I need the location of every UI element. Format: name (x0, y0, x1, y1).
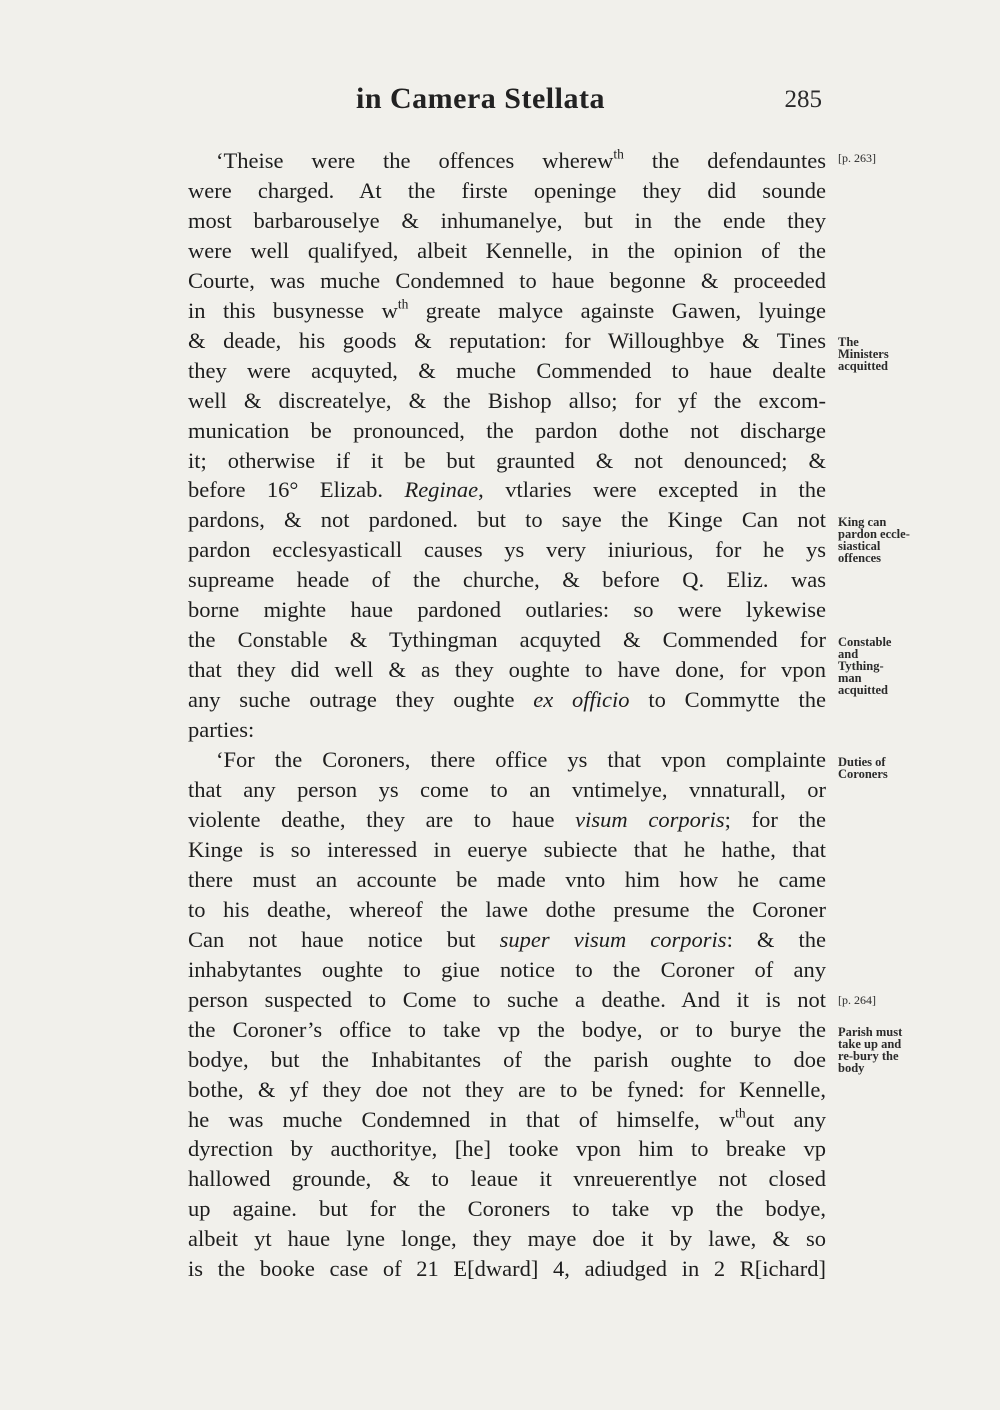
text-line: up againe. but for the Coroners to take vp the bodye, (188, 1196, 826, 1222)
text-line: ‘Theise were the offences wherew$^{th}$ the defendauntes (216, 146, 826, 173)
text-line: the Coroner’s office to take vp the bodye, or to burye the (188, 1016, 826, 1042)
text-line: supreame heade of the churche, & before Q. Eliz. was (188, 567, 826, 593)
text-line: albeit yt haue lyne longe, they maye doe it by lawe, & so (188, 1226, 826, 1252)
running-title: in Camera Stellata (356, 82, 605, 115)
text-line: borne mighte haue pardoned outlaries: so were lykewise (188, 597, 826, 623)
text-line: most barbarouselye & inhumanelye, but in the ende they (188, 207, 826, 233)
text-line: to his deathe, whereof the lawe dothe presume the Coroner (188, 896, 826, 922)
margin-page-ref-263: [p. 263] (838, 151, 876, 165)
text-line: hallowed grounde, & to leaue it vnreuerentlye not closed (188, 1166, 826, 1192)
text-line: pardon ecclesyasticall causes ys very iniurious, for he ys (188, 537, 826, 563)
text-line: ‘For the Coroners, there office ys that vpon complainte (216, 747, 826, 773)
margin-note-parish: Parish must take up and re-bury the body (838, 1025, 903, 1075)
text-line: person suspected to Come to suche a deathe. And it is not (188, 986, 826, 1012)
text-line: Courte, was muche Condemned to haue begonne & proceeded (188, 267, 826, 293)
text-line: they were acquyted, & muche Commended to haue dealte (188, 357, 826, 383)
text-line: that any person ys come to an vntimelye, vnnaturall, or (188, 777, 826, 803)
text-line: any suche outrage they oughte ex officio to Commytte the (188, 687, 826, 713)
text-line: it; otherwise if it be but graunted & not denounced; & (188, 447, 826, 473)
text-line: & deade, his goods & reputation: for Willoughbye & Tines (188, 327, 826, 353)
text-line: the Constable & Tythingman acquyted & Commended for (188, 627, 826, 653)
text-line: violente deathe, they are to haue visum corporis; for the (188, 806, 826, 832)
text-line: dyrection by aucthoritye, [he] tooke vpon him to breake vp (188, 1136, 826, 1162)
margin-page-ref-264: [p. 264] (838, 993, 876, 1007)
text-line: Can not haue notice but super visum corporis: & the (188, 926, 826, 952)
text-line: he was muche Condemned in that of himselfe, $w^{th}out$ any (188, 1105, 826, 1132)
body-text (188, 146, 826, 1284)
text-line: were well qualifyed, albeit Kennelle, in the opinion of the (188, 237, 826, 263)
text-line: bothe, & yf they doe not they are to be fyned: for Kennelle, (188, 1076, 826, 1102)
text-line: bodye, but the Inhabitantes of the parish oughte to doe (188, 1046, 826, 1072)
text-line: munication be pronounced, the pardon dothe not discharge (188, 417, 826, 443)
margin-note-king: King can pardon eccle- siastical offences (838, 515, 910, 565)
text-line: inhabytantes oughte to giue notice to the Coroner of any (188, 956, 826, 982)
text-line: that they did well & as they oughte to have done, for vpon (188, 657, 826, 683)
text-line: pardons, & not pardoned. but to saye the Kinge Can not (188, 507, 826, 533)
margin-note-ministers: The Ministers acquitted (838, 335, 889, 373)
page-number: 285 (784, 86, 822, 113)
text-line: well & discreatelye, & the Bishop allso; for yf the excom- (188, 387, 826, 413)
text-line: parties: (188, 717, 255, 743)
text-line: in this busynesse $w^{th}$ greate malyce againste Gawen, lyuinge (188, 296, 827, 323)
margin-note-constable: Constable and Tything- man acquitted (838, 635, 892, 697)
text-line: is the booke case of 21 E[dward] 4, adiudged in 2 R[ichard] (188, 1256, 826, 1282)
margin-note-coroners: Duties of Coroners (838, 755, 888, 781)
text-line: before 16° Elizab. Reginae, vtlaries were excepted in the (188, 477, 826, 503)
text-line: were charged. At the firste openinge they did sounde (188, 177, 826, 203)
text-line: Kinge is so interessed in euerye subiecte that he hathe, that (188, 836, 826, 862)
text-line: there must an accounte be made vnto him how he came (188, 866, 826, 892)
page-header (188, 78, 824, 122)
